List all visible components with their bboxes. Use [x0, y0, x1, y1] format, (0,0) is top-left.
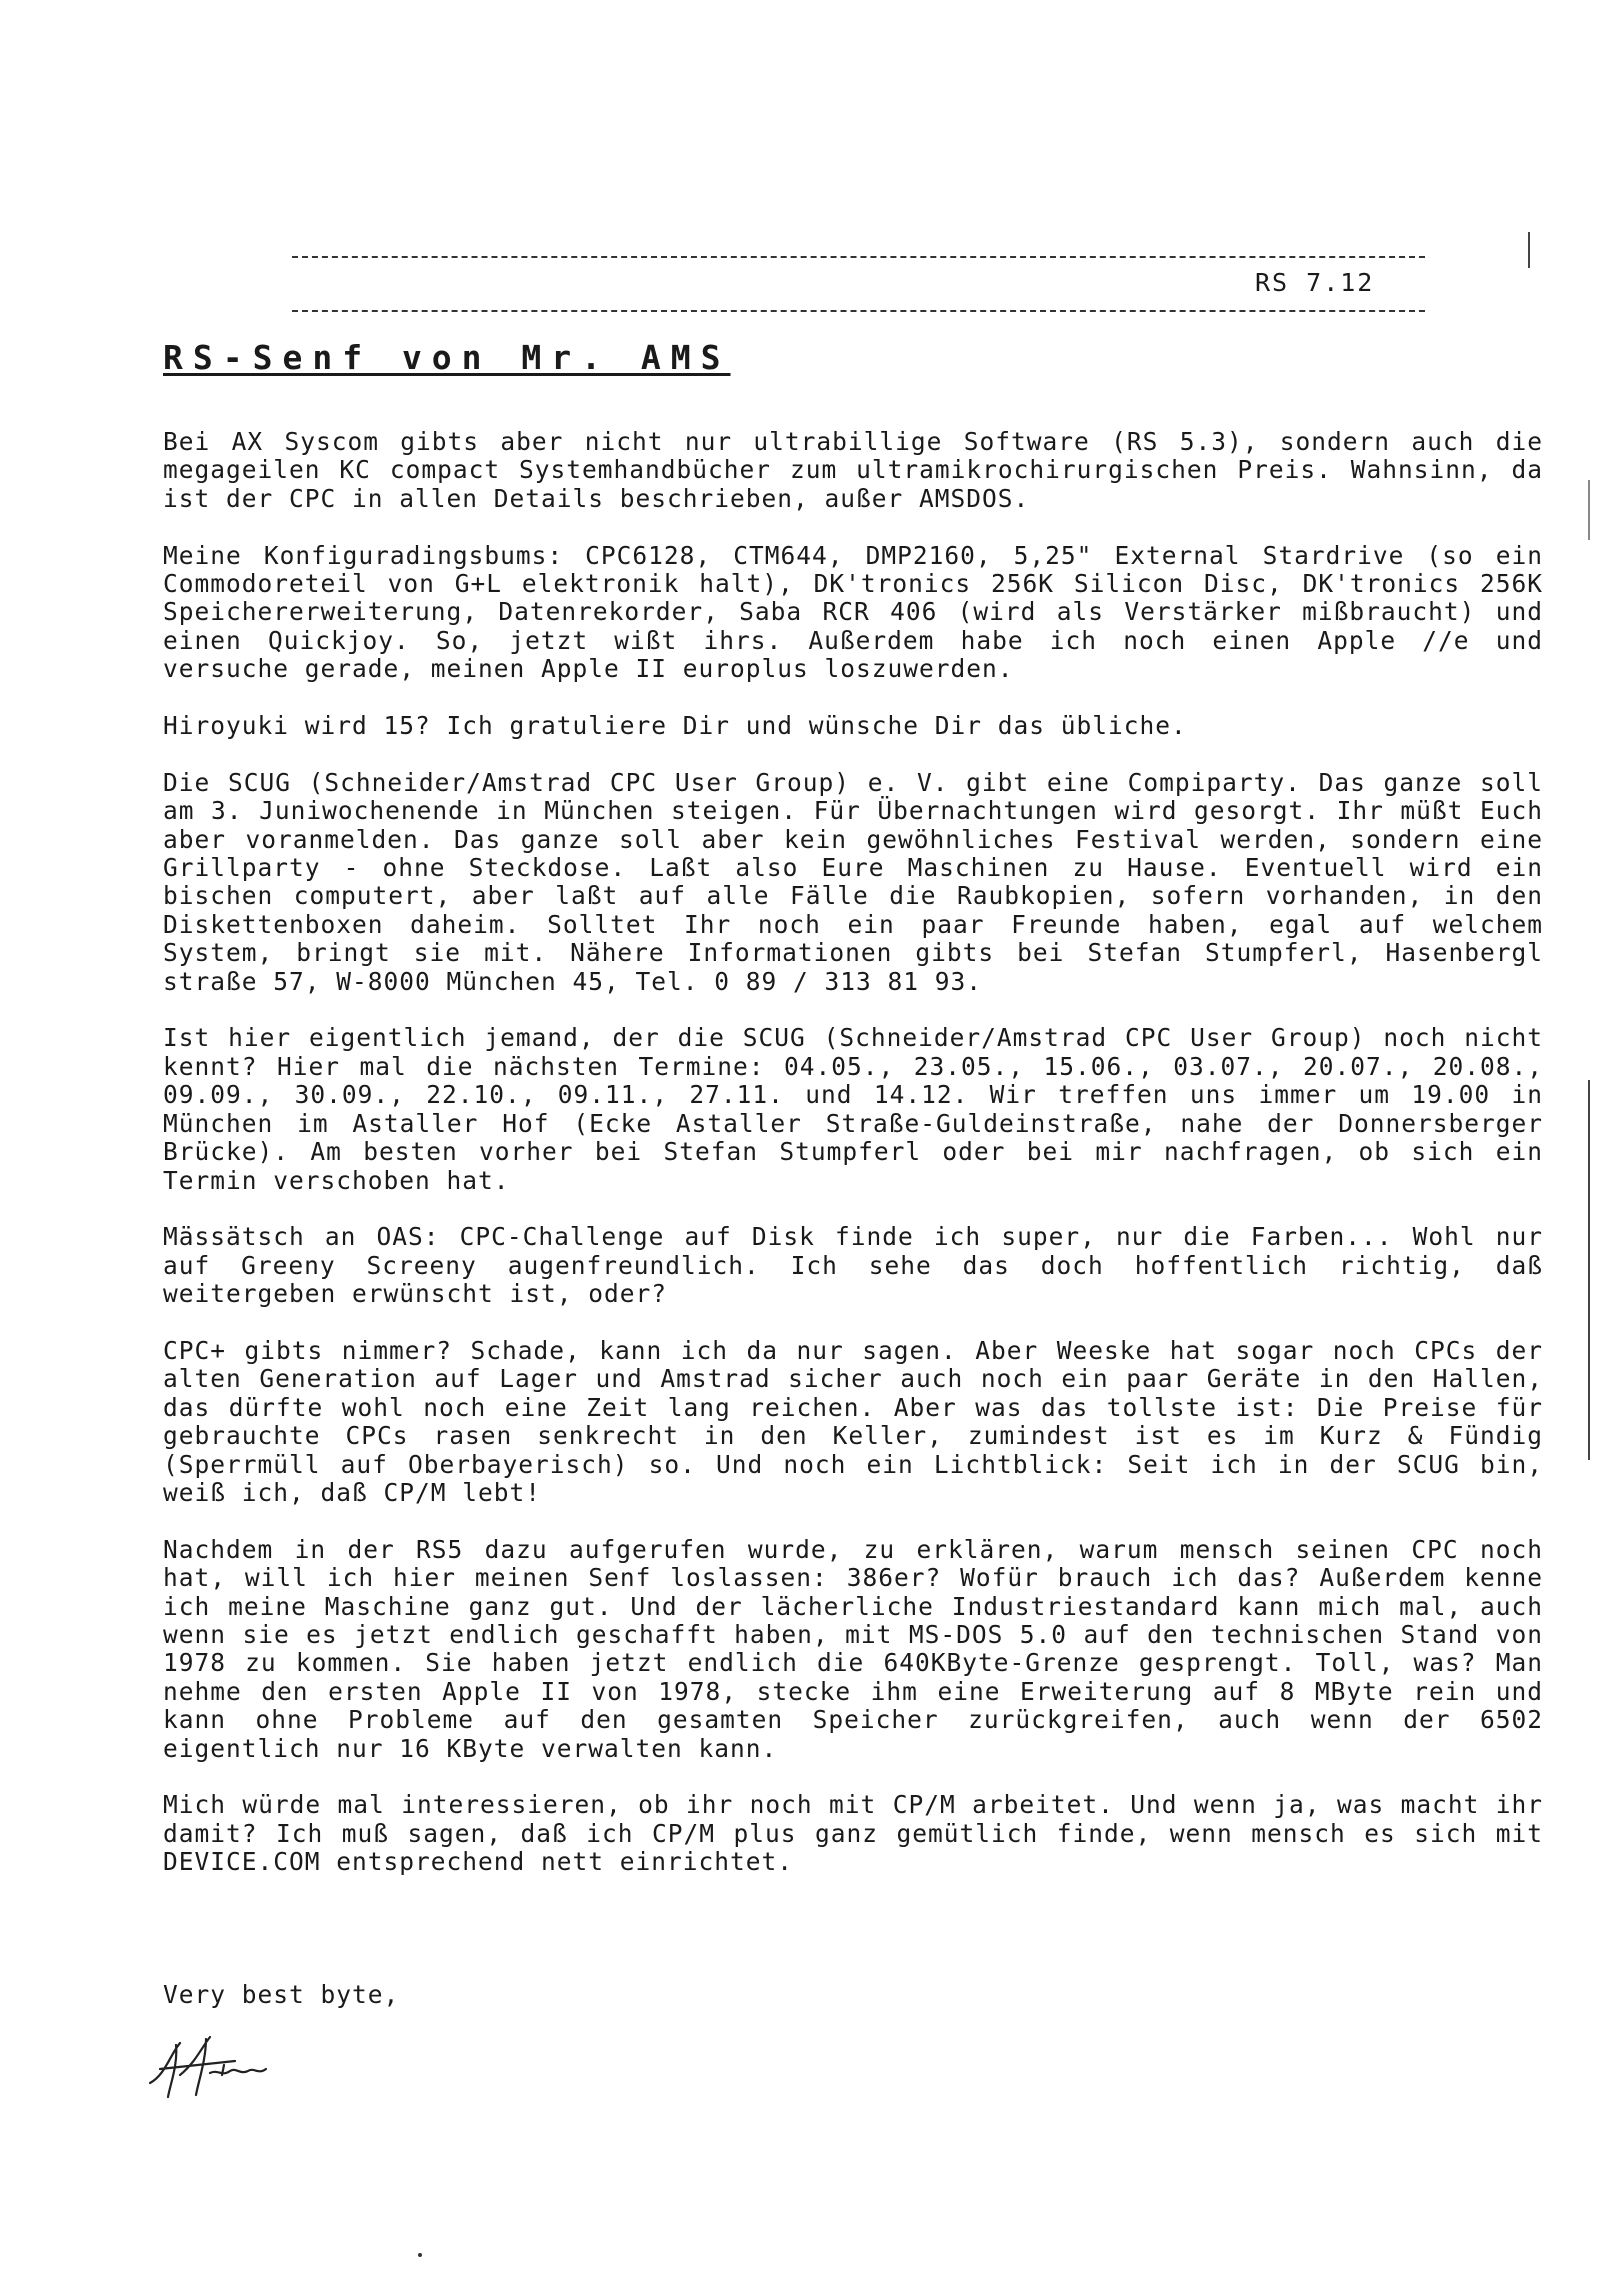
- paragraph: Bei AX Syscom gibts aber nicht nur ultrabillige Software (RS 5.3), sondern auch die megageilen KC compact Systemhandbücher zum ultramikrochirurgischen Preis. Wahnsinn, da ist der CPC in allen Details beschrieben, außer AMSDOS.: [163, 427, 1543, 513]
- paragraph: Hiroyuki wird 15? Ich gratuliere Dir und wünsche Dir das übliche.: [163, 711, 1187, 741]
- paragraph: CPC+ gibts nimmer? Schade, kann ich da nur sagen. Aber Weeske hat sogar noch CPCs der alten Generation auf Lager und Amstrad sicher auch noch ein paar Geräte in den Hallen, das dürfte wohl noch eine Zeit lang reichen. Aber was das tollste ist: Die Preise für gebrauchte CPCs rasen senkrecht in den Keller, zumindest ist es im Kurz & Fündig (Sperrmüll auf Oberbayerisch) so. Und noch ein Lichtblick: Seit ich in der SCUG bin, weiß ich, daß CP/M lebt!: [163, 1335, 1543, 1507]
- margin-mark: [1528, 232, 1530, 268]
- article-title: RS-Senf von Mr. AMS: [163, 338, 731, 377]
- paragraph: Ist hier eigentlich jemand, der die SCUG (Schneider/Amstrad CPC User Group) noch nicht kennt? Hier mal die nächsten Termine: 04.05., 23.05., 15.06., 03.07., 20.07., 20.08., 09.09., 30.09., 22.10., 09.11., 27.11. und 14.12. Wir treffen uns immer um 19.00 in München im Astaller Hof (Ecke Astaller Straße-Guldeinstraße, nahe der Donnersberger Brücke). Am besten vorher bei Stefan Stumpferl oder bei mir nachfragen, ob sich ein Termin verschoben hat.: [163, 1023, 1543, 1195]
- margin-mark: [1588, 480, 1590, 540]
- header-rule-top: [292, 256, 1425, 258]
- signature-image: [140, 2025, 300, 2105]
- paragraph: Nachdem in der RS5 dazu aufgerufen wurde, zu erklären, warum mensch seinen CPC noch hat, will ich hier meinen Senf loslassen: 386er? Wofür brauch ich das? Außerdem kenne ich meine Maschine ganz gut. Und der lächerliche Industriestandard kann mich mal, auch wenn sie es jetzt endlich geschafft haben, mit MS-DOS 5.0 auf den technischen Stand von 1978 zu kommen. Sie haben jetzt endlich die 640KByte-Grenze gesprengt. Toll, was? Man nehme den ersten Apple II von 1978, stecke ihm eine Erweiterung auf 8 MByte rein und kann ohne Probleme auf den gesamten Speicher zurückgreifen, auch wenn der 6502 eigentlich nur 16 KByte verwalten kann.: [163, 1534, 1543, 1763]
- header-rule-bottom: [292, 310, 1425, 312]
- paragraph: Mässätsch an OAS: CPC-Challenge auf Disk finde ich super, nur die Farben... Wohl nur auf Greeny Screeny augenfreundlich. Ich sehe das doch hoffentlich richtig, daß weitergeben erwünscht ist, oder?: [163, 1222, 1543, 1309]
- paragraph: Die SCUG (Schneider/Amstrad CPC User Group) e. V. gibt eine Compiparty. Das ganze soll am 3. Juniwochenende in München steigen. Für Übernachtungen wird gesorgt. Ihr müßt Euch aber voranmelden. Das ganze soll aber kein gewöhnliches Festival werden, sondern eine Grillparty - ohne Steckdose. Laßt also Eure Maschinen zu Hause. Eventuell wird ein bischen computert, aber laßt auf alle Fälle die Raubkopien, sofern vorhanden, in den Diskettenboxen daheim. Solltet Ihr noch ein paar Freunde haben, egal auf welchem System, bringt sie mit. Nähere Informationen gibts bei Stefan Stumpferl, Hasenbergl straße 57, W-8000 München 45, Tel. 0 89 / 313 81 93.: [163, 767, 1543, 996]
- margin-mark: [1588, 1080, 1590, 1460]
- closing-line: Very best byte,: [163, 1980, 400, 2009]
- article-body: [163, 428, 1543, 1905]
- paragraph: Meine Konfiguradingsbums: CPC6128, CTM644, DMP2160, 5,25" External Stardrive (so ein Commodoreteil von G+L elektronik halt), DK'tronics 256K Silicon Disc, DK'tronics 256K Speichererweiterung, Datenrekorder, Saba RCR 406 (wird als Verstärker mißbraucht) und einen Quickjoy. So, jetzt wißt ihrs. Außerdem habe ich noch einen Apple //e und versuche gerade, meinen Apple II europlus loszuwerden.: [163, 540, 1543, 684]
- page-speck: [418, 2253, 422, 2257]
- page-reference: RS 7.12: [1255, 268, 1375, 297]
- paragraph: Mich würde mal interessieren, ob ihr noch mit CP/M arbeitet. Und wenn ja, was macht ihr damit? Ich muß sagen, daß ich CP/M plus ganz gemütlich finde, wenn mensch es sich mit DEVICE.COM entsprechend nett einrichtet.: [163, 1790, 1543, 1877]
